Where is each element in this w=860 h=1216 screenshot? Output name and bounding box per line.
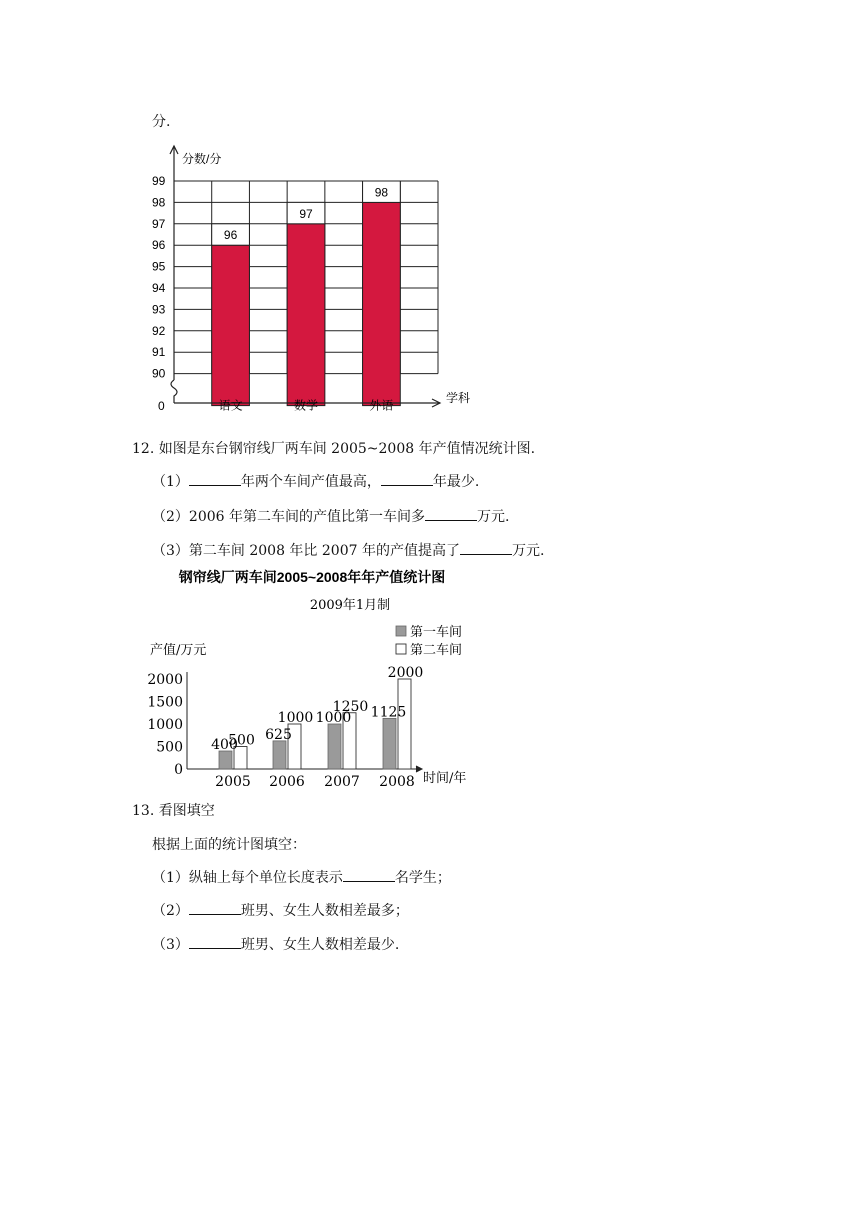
tick-label: 91 xyxy=(152,345,166,360)
data-label: 1125 xyxy=(370,704,407,721)
bar-value-label: 96 xyxy=(223,228,238,243)
answer-blank[interactable] xyxy=(460,542,512,555)
data-label: 1250 xyxy=(332,698,369,715)
legend-label: 第一车间 xyxy=(410,625,463,640)
tick-label: 95 xyxy=(152,259,166,274)
tick-label: 97 xyxy=(152,216,166,231)
q12-part2 xyxy=(152,508,509,526)
x-axis-arrow xyxy=(416,766,422,772)
bar-value-label: 97 xyxy=(299,206,313,221)
q13-number: 13. xyxy=(132,803,155,819)
bar-series1 xyxy=(383,718,396,769)
chart2-title: 钢帘线厂两车间2005~2008年年产值统计图 xyxy=(178,569,446,585)
q13-title: 看图填空 xyxy=(158,803,215,819)
bar-series1 xyxy=(219,751,232,769)
q13-p1-suffix: 名学生； xyxy=(394,870,451,886)
legend-swatch-series1 xyxy=(396,626,406,636)
tick-label: 2000 xyxy=(147,672,183,688)
chart2-tick-labels xyxy=(147,672,183,778)
chart2-subtitle: 2009年1月制 xyxy=(309,598,391,613)
bar-series1 xyxy=(273,741,286,769)
q13-part2 xyxy=(152,902,409,920)
tick-label: 96 xyxy=(152,238,166,253)
q13-part1 xyxy=(152,869,451,887)
data-label: 1000 xyxy=(277,710,314,726)
q12-p2-prefix: （2）2006 年第二车间的产值比第一车间多 xyxy=(152,509,425,525)
legend-swatch-series2 xyxy=(396,644,406,654)
data-label: 1000 xyxy=(315,710,352,726)
category-label: 2005 xyxy=(215,774,251,790)
tick-label: 1000 xyxy=(147,717,183,733)
bar-series1 xyxy=(328,724,341,769)
data-label: 400 xyxy=(211,737,238,753)
data-label: 2000 xyxy=(387,665,424,681)
answer-blank[interactable] xyxy=(189,936,241,949)
tick-label: 90 xyxy=(152,366,166,381)
bar-value-label: 98 xyxy=(374,185,389,200)
q13-p2-prefix: （2） xyxy=(152,903,189,919)
tick-label: 94 xyxy=(152,281,166,295)
q13-p3-suffix: 班男、女生人数相差最少. xyxy=(240,937,400,953)
chart1-tick-labels xyxy=(152,174,166,381)
answer-blank[interactable] xyxy=(425,508,477,521)
q12-number: 12. xyxy=(132,441,155,457)
chart2-legend xyxy=(396,624,462,658)
category-label: 数学 xyxy=(293,398,319,413)
tick-label: 1500 xyxy=(147,694,183,711)
chart1-origin-label: 0 xyxy=(158,399,165,413)
category-label: 外语 xyxy=(369,398,394,413)
bar xyxy=(212,245,250,405)
chart2-xlabel: 时间/年 xyxy=(423,771,467,786)
score-bar-chart xyxy=(140,140,490,430)
chart1-ylabel: 分数/分 xyxy=(182,152,222,166)
answer-blank[interactable] xyxy=(189,473,241,486)
answer-blank[interactable] xyxy=(381,473,433,486)
category-label: 2008 xyxy=(379,774,415,790)
category-label: 2007 xyxy=(324,774,360,790)
q12-part1 xyxy=(152,473,479,491)
tick-label: 99 xyxy=(152,174,166,188)
chart2-ylabel: 产值/万元 xyxy=(150,643,207,658)
q12-p1-prefix: （1） xyxy=(152,474,189,490)
production-bar-chart xyxy=(140,562,490,792)
tick-label: 93 xyxy=(152,302,166,317)
q13-part3 xyxy=(152,936,399,954)
q13-p3-prefix: （3） xyxy=(152,937,189,953)
tick-label: 98 xyxy=(152,195,166,210)
legend-label: 第二车间 xyxy=(410,643,463,658)
q13-p2-suffix: 班男、女生人数相差最多； xyxy=(240,903,409,919)
q12-p2-suffix: 万元. xyxy=(477,509,510,525)
q12-part3 xyxy=(152,542,544,560)
bar xyxy=(363,202,401,405)
tick-label: 500 xyxy=(156,739,183,756)
axis-break xyxy=(171,380,177,403)
q12-p1-mid: 年两个车间产值最高， xyxy=(240,474,381,490)
category-label: 语文 xyxy=(218,398,243,413)
data-label: 500 xyxy=(228,732,255,749)
answer-blank[interactable] xyxy=(189,902,241,915)
q12-p3-prefix: （3）第二车间 2008 年比 2007 年的产值提高了 xyxy=(152,543,460,559)
category-label: 2006 xyxy=(269,774,305,790)
chart1-xlabel: 学科 xyxy=(446,391,471,405)
chart1-bars xyxy=(212,181,401,406)
q13-p1-prefix: （1）纵轴上每个单位长度表示 xyxy=(152,870,343,886)
tick-label: 0 xyxy=(174,762,183,778)
q12-p3-suffix: 万元. xyxy=(511,543,545,559)
q13-intro: 根据上面的统计图填空： xyxy=(152,837,306,853)
bar-series2 xyxy=(398,679,411,769)
tick-label: 92 xyxy=(152,323,166,338)
chart2-category-labels xyxy=(215,774,415,790)
continued-text: 分. xyxy=(152,114,171,130)
bar xyxy=(287,224,325,406)
q12-stem-line xyxy=(132,440,535,458)
q13-title-line xyxy=(132,802,215,820)
q12-p1-suffix: 年最少. xyxy=(432,474,480,490)
q12-stem: 如图是东台钢帘线厂两车间 2005~2008 年产值情况统计图. xyxy=(158,441,536,457)
answer-blank[interactable] xyxy=(343,869,395,882)
data-label: 625 xyxy=(265,726,292,743)
